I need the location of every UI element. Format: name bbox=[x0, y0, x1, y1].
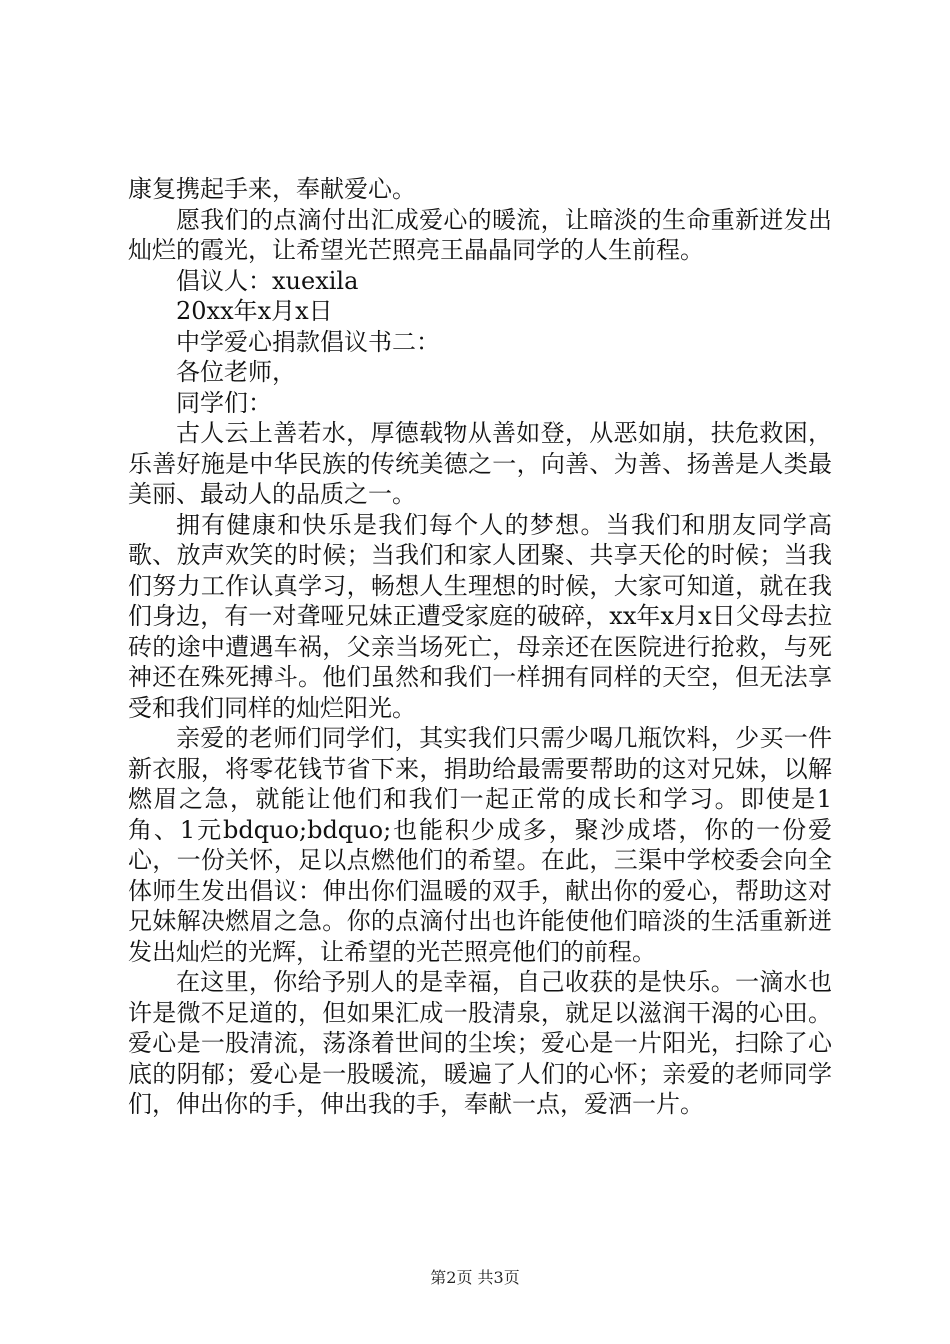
paragraph: 愿我们的点滴付出汇成爱心的暖流，让暗淡的生命重新迸发出灿烂的霞光，让希望光芒照亮王晶晶同学的人生前程。 bbox=[128, 205, 832, 264]
initiator-line: 倡议人：xuexila bbox=[176, 266, 359, 295]
paragraph: 拥有健康和快乐是我们每个人的梦想。当我们和朋友同学高歌、放声欢笑的时候；当我们和家人团聚、共享天伦的时候；当我们努力工作认真学习，畅想人生理想的时候，大家可知道，就在我们身边，有一对聋哑兄妹正遭受家庭的破碎，xx年x月x日父母去拉砖的途中遭遇车祸，父亲当场死亡，母亲还在医院进行抢救，与死神还在殊死搏斗。他们虽然和我们一样拥有同样的天空，但无法享受和我们同样的灿烂阳光。 bbox=[128, 510, 832, 722]
document-body bbox=[128, 174, 832, 1120]
paragraph: 康复携起手来，奉献爱心。 bbox=[128, 175, 416, 203]
section-title: 中学爱心捐款倡议书二： bbox=[176, 327, 440, 356]
date-line: 20xx年x月x日 bbox=[176, 297, 333, 325]
paragraph: 古人云上善若水，厚德载物从善如登，从恶如崩，扶危救困，乐善好施是中华民族的传统美德之一，向善、为善、扬善是人类最美丽、最动人的品质之一。 bbox=[128, 419, 832, 508]
paragraph: 亲爱的老师们同学们，其实我们只需少喝几瓶饮料，少买一件新衣服，将零花钱节省下来，捐助给最需要帮助的这对兄妹，以解燃眉之急，就能让他们和我们一起正常的成长和学习。即使是1角、1元bdquo;bdquo;也能积少成多，聚沙成塔，你的一份爱心，一份关怀，足以点燃他们的希望。在此，三渠中学校委会向全体师生发出倡议：伸出你们温暖的双手，献出你的爱心，帮助这对兄妹解决燃眉之急。你的点滴付出也许能使他们暗淡的生活重新迸发出灿烂的光辉，让希望的光芒照亮他们的前程。 bbox=[128, 724, 832, 966]
salutation-students: 同学们： bbox=[176, 388, 272, 417]
paragraph: 在这里，你给予别人的是幸福，自己收获的是快乐。一滴水也许是微不足道的，但如果汇成一股清泉，就足以滋润干渴的心田。爱心是一股清流，荡涤着世间的尘埃；爱心是一片阳光，扫除了心底的阴郁；爱心是一股暖流，暖遍了人们的心怀；亲爱的老师同学们，伸出你的手，伸出我的手，奉献一点，爱洒一片。 bbox=[128, 968, 832, 1118]
salutation-teachers: 各位老师， bbox=[176, 358, 296, 386]
page-number-footer: 第2页 共3页 bbox=[430, 1268, 520, 1287]
